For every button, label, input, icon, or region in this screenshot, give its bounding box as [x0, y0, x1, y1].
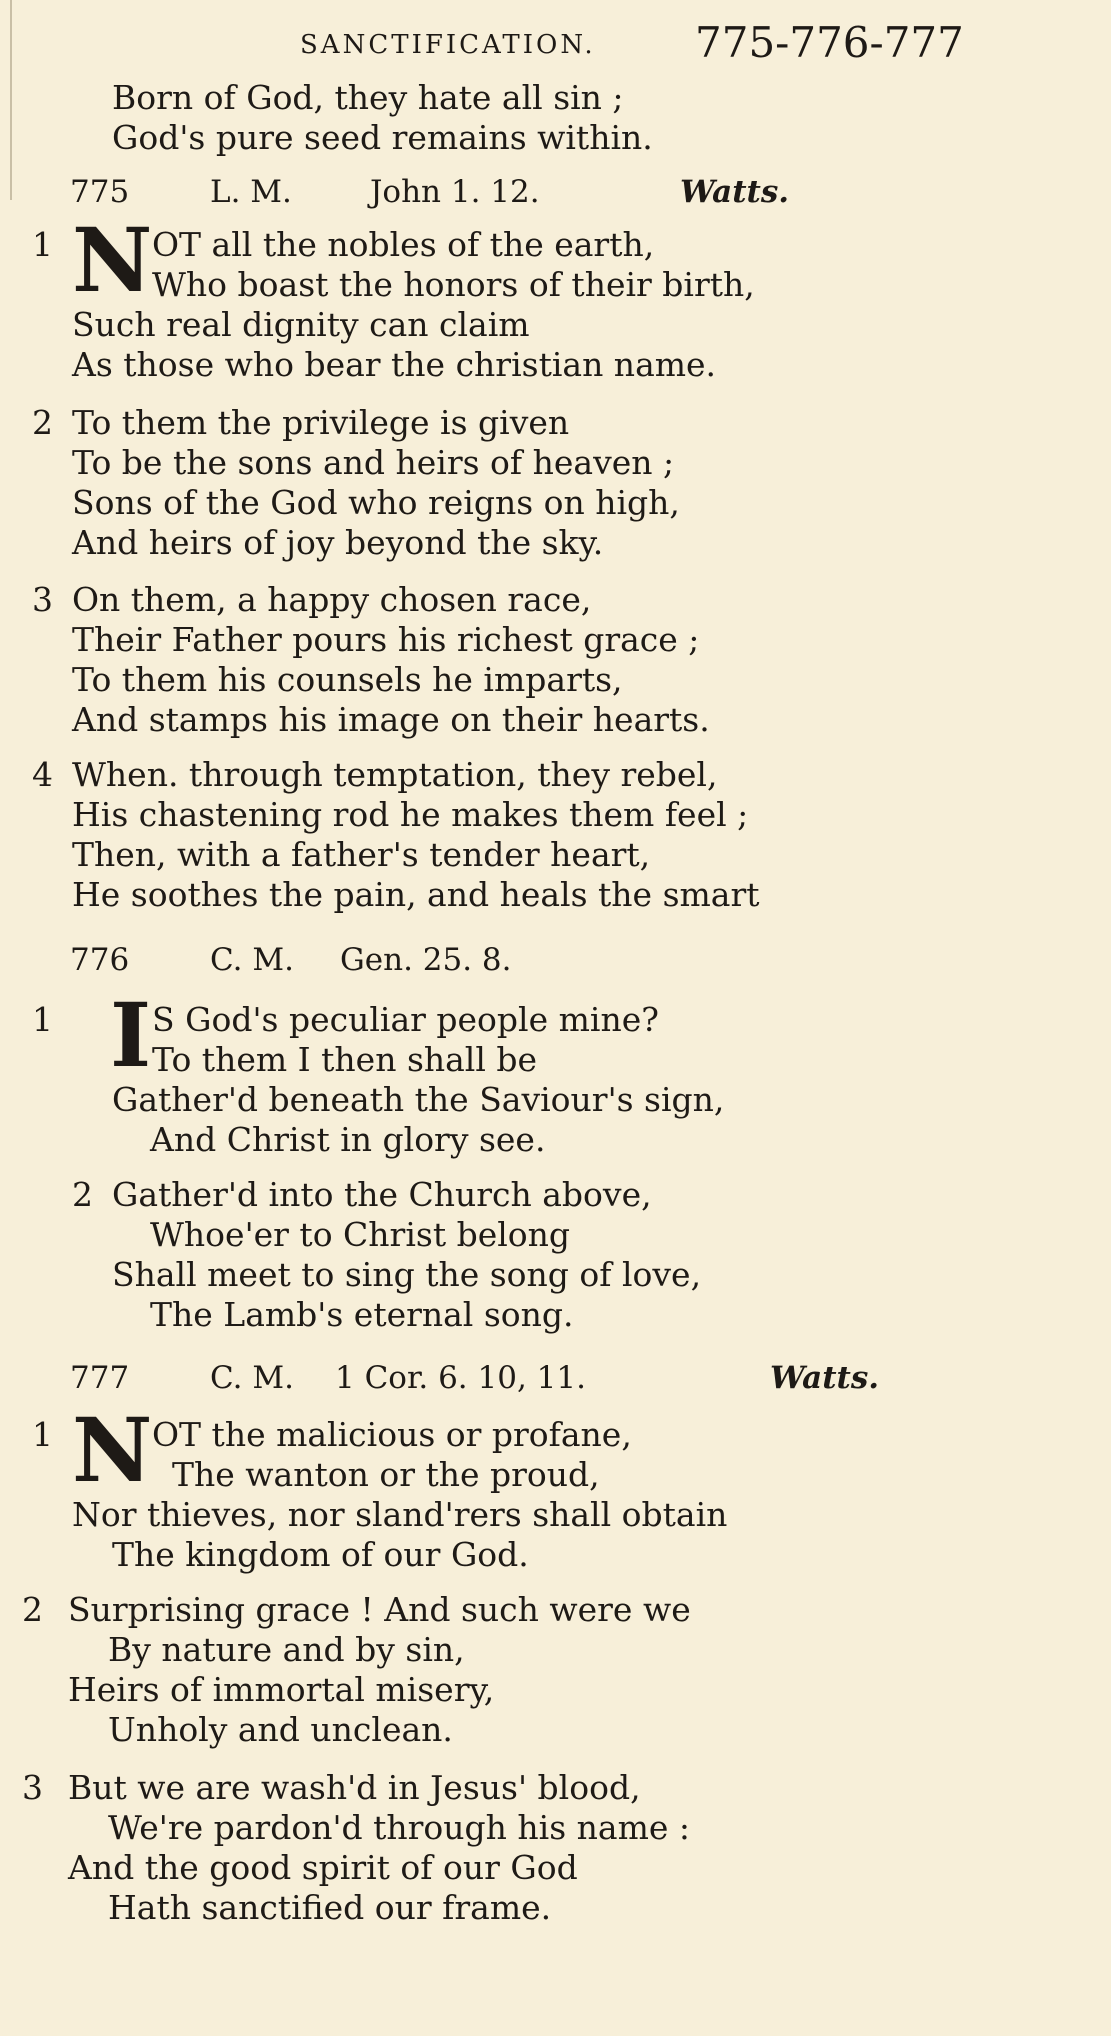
- hymn-number: 777: [70, 1360, 130, 1396]
- verse-line: And the good spirit of our God: [68, 1848, 578, 1887]
- verse-line: The kingdom of our God.: [112, 1535, 529, 1574]
- verse-line: On them, a happy chosen race,: [72, 580, 592, 619]
- verse-line: The wanton or the proud,: [172, 1455, 600, 1494]
- verse-number: 1: [32, 1000, 53, 1039]
- verse-line: To them the privilege is given: [72, 403, 570, 442]
- verse-line: Such real dignity can claim: [72, 305, 530, 344]
- verse-line: Their Father pours his richest grace ;: [72, 620, 700, 659]
- hymn-range: 775-776-777: [695, 18, 964, 67]
- verse-number: 4: [32, 755, 53, 794]
- verse-line: Gather'd beneath the Saviour's sign,: [112, 1080, 725, 1119]
- verse-line: And stamps his image on their hearts.: [72, 700, 710, 739]
- hymn-scripture: 1 Cor. 6. 10, 11.: [335, 1360, 586, 1396]
- drop-cap: I: [110, 983, 152, 1087]
- verse-line: But we are wash'd in Jesus' blood,: [68, 1768, 641, 1807]
- verse-line: Sons of the God who reigns on high,: [72, 483, 680, 522]
- verse-line: OT the malicious or profane,: [152, 1415, 632, 1454]
- verse-number: 2: [72, 1175, 93, 1214]
- verse-line: The Lamb's eternal song.: [150, 1295, 574, 1334]
- verse-line: Hath sanctified our frame.: [108, 1888, 552, 1927]
- hymn-number: 775: [70, 174, 130, 210]
- hymn-scripture: Gen. 25. 8.: [340, 942, 512, 978]
- hymn-meter: L. M.: [210, 174, 292, 210]
- verse-number: 3: [22, 1768, 43, 1807]
- page-edge: [10, 0, 12, 200]
- verse-line: His chastening rod he makes them feel ;: [72, 795, 749, 834]
- verse-line: To them I then shall be: [152, 1040, 538, 1079]
- intro-line: Born of God, they hate all sin ;: [112, 78, 624, 117]
- verse-number: 3: [32, 580, 53, 619]
- verse-number: 2: [32, 403, 53, 442]
- drop-cap: N: [72, 1398, 153, 1502]
- verse-line: As those who bear the christian name.: [72, 345, 717, 384]
- section-title: SANCTIFICATION.: [300, 30, 596, 60]
- hymn-author: Watts.: [680, 174, 790, 210]
- verse-number: 1: [32, 1415, 53, 1454]
- hymn-meter: C. M.: [210, 942, 294, 978]
- verse-line: Heirs of immortal misery,: [68, 1670, 495, 1709]
- verse-line: He soothes the pain, and heals the smart: [72, 875, 760, 914]
- verse-line: To be the sons and heirs of heaven ;: [72, 443, 675, 482]
- verse-line: Who boast the honors of their birth,: [152, 265, 755, 304]
- hymn-author: Watts.: [770, 1360, 880, 1396]
- hymn-number: 776: [70, 942, 130, 978]
- verse-number: 1: [32, 225, 53, 264]
- verse-line: S God's peculiar people mine?: [152, 1000, 659, 1039]
- verse-line: To them his counsels he imparts,: [72, 660, 623, 699]
- verse-line: Gather'd into the Church above,: [112, 1175, 652, 1214]
- verse-line: OT all the nobles of the earth,: [152, 225, 655, 264]
- verse-line: Nor thieves, nor sland'rers shall obtain: [72, 1495, 728, 1534]
- running-header: [300, 18, 1000, 68]
- verse-line: Unholy and unclean.: [108, 1710, 453, 1749]
- verse-line: Surprising grace ! And such were we: [68, 1590, 691, 1629]
- verse-line: When. through temptation, they rebel,: [72, 755, 718, 794]
- verse-line: Then, with a father's tender heart,: [72, 835, 651, 874]
- intro-line: God's pure seed remains within.: [112, 118, 653, 157]
- hymn-meter: C. M.: [210, 1360, 294, 1396]
- verse-line: By nature and by sin,: [108, 1630, 465, 1669]
- verse-line: Whoe'er to Christ belong: [150, 1215, 571, 1254]
- verse-line: And heirs of joy beyond the sky.: [72, 523, 604, 562]
- verse-line: And Christ in glory see.: [150, 1120, 546, 1159]
- hymn-scripture: John 1. 12.: [370, 174, 540, 210]
- verse-line: We're pardon'd through his name :: [108, 1808, 690, 1847]
- verse-number: 2: [22, 1590, 43, 1629]
- verse-line: Shall meet to sing the song of love,: [112, 1255, 702, 1294]
- drop-cap: N: [72, 208, 153, 312]
